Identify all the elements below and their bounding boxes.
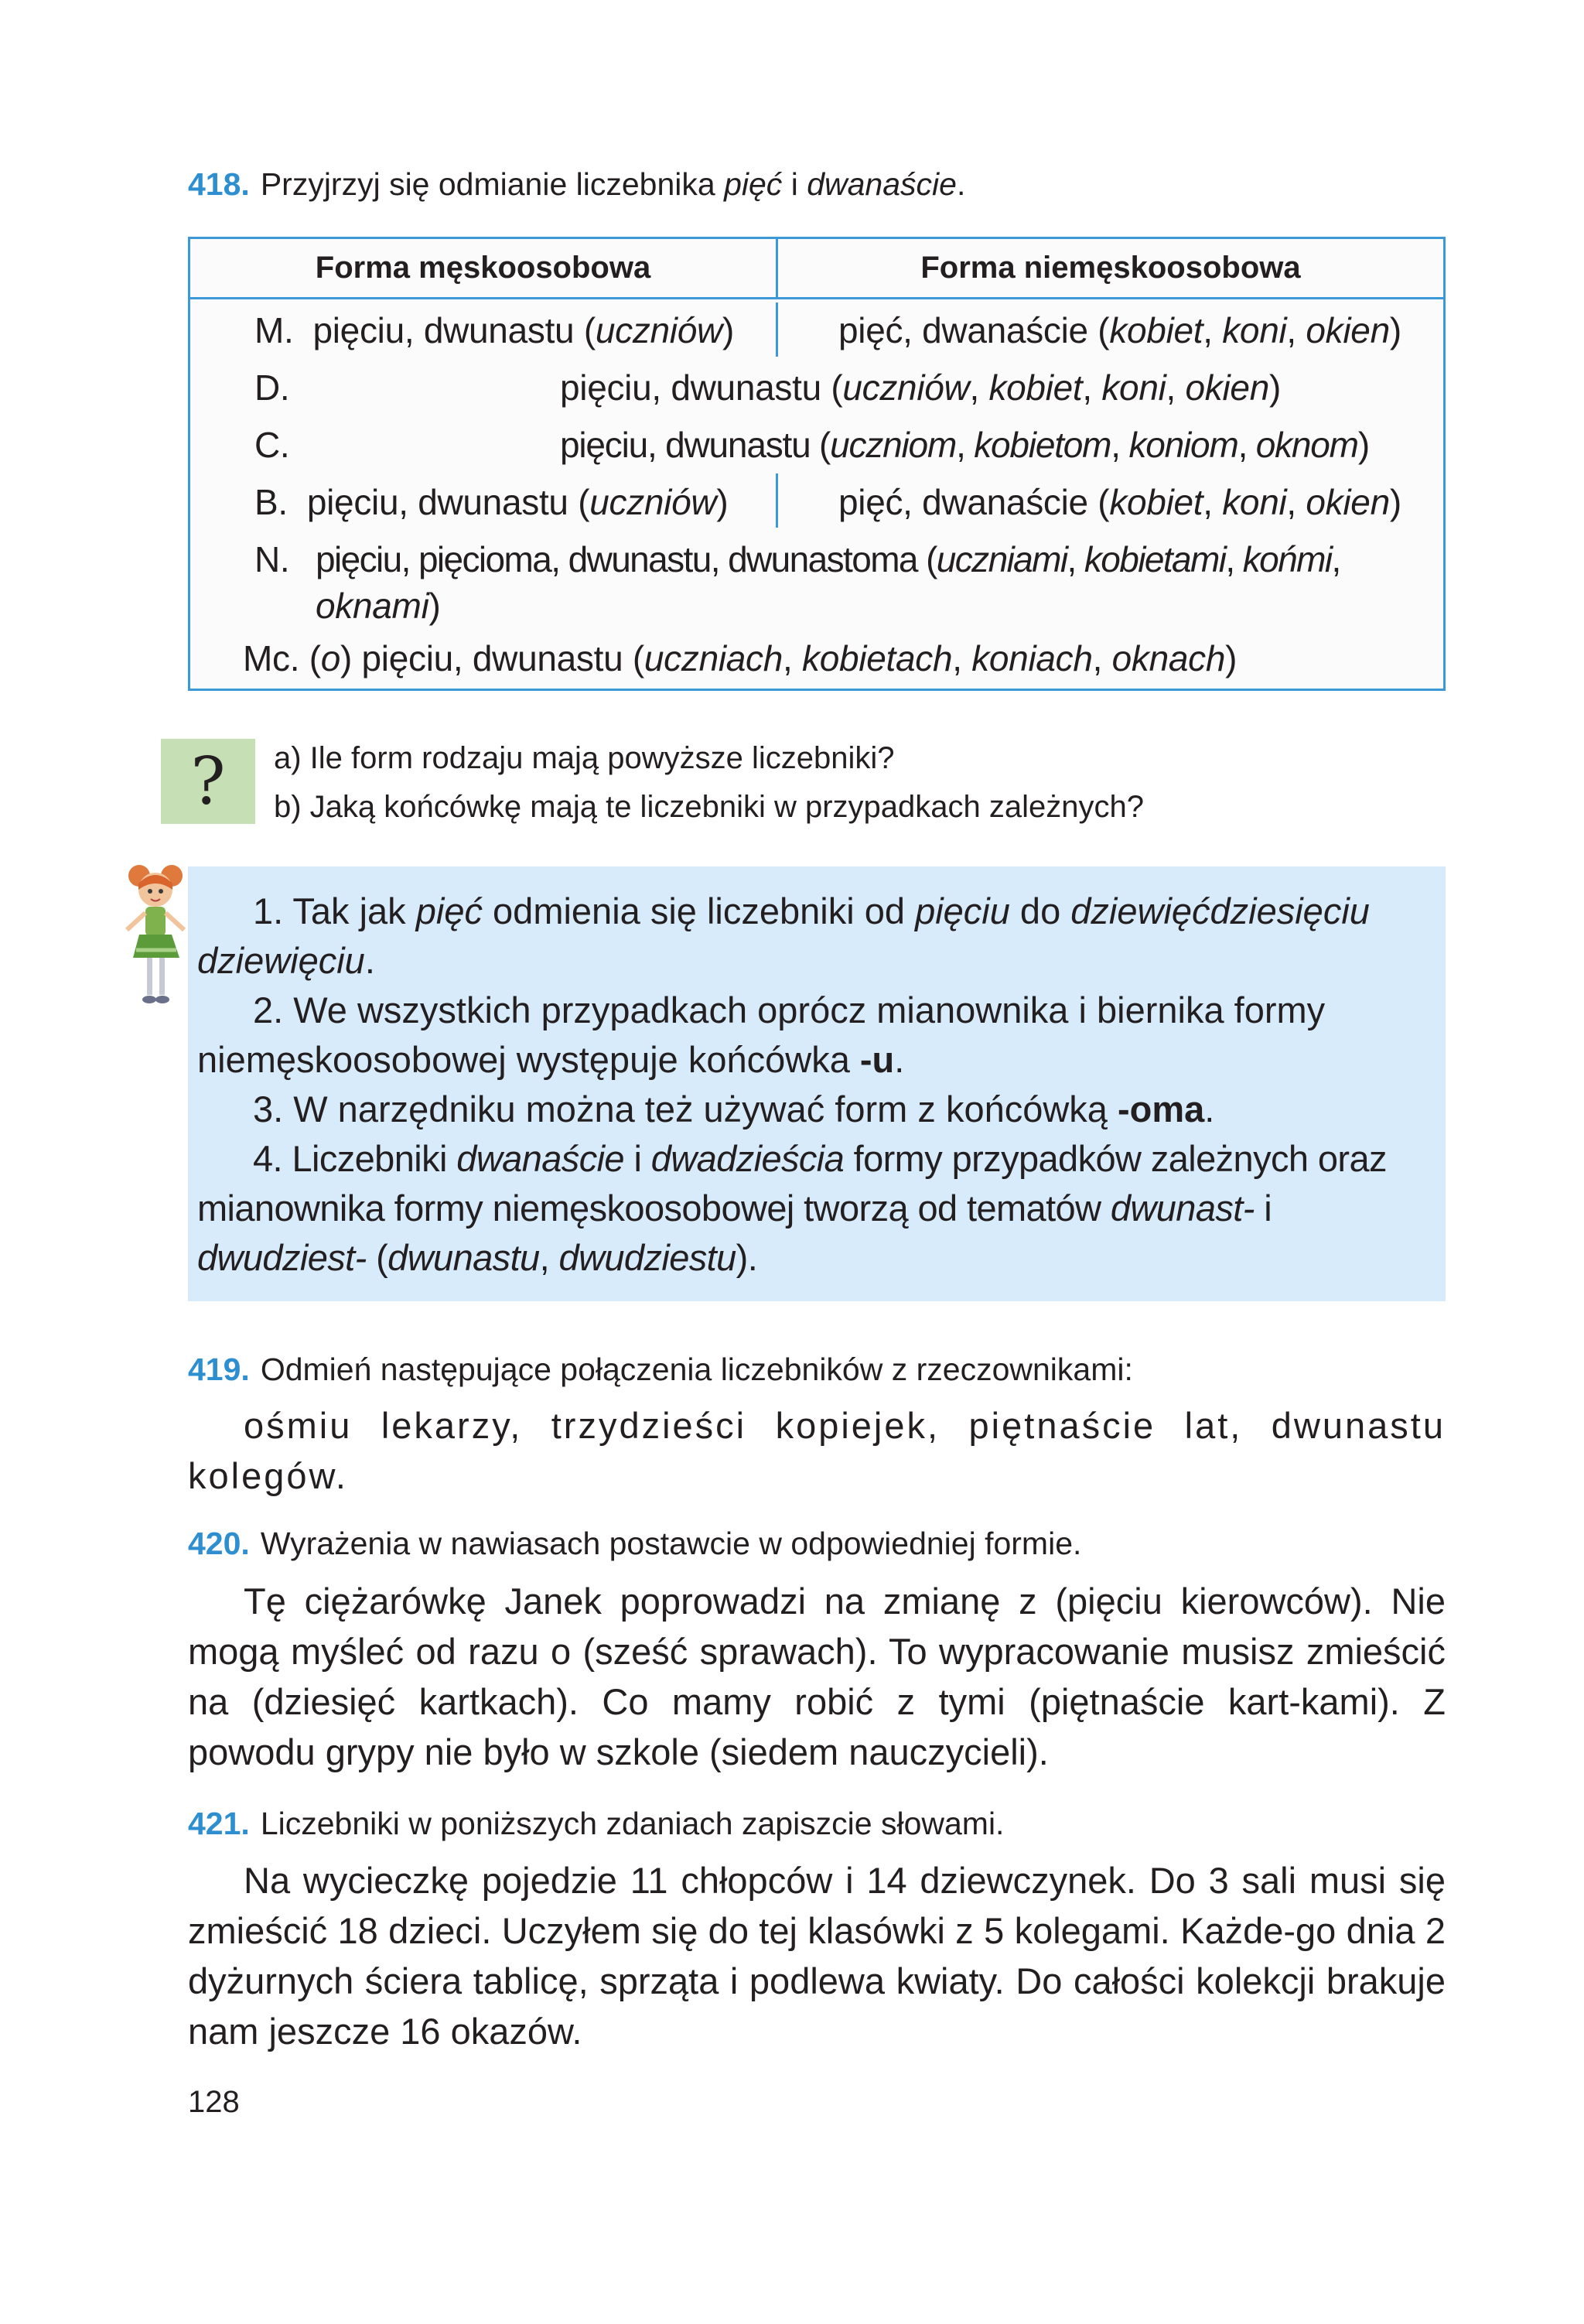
row-italic: kobiet bbox=[1109, 310, 1203, 350]
row-text: , bbox=[956, 425, 975, 465]
case-label: B. bbox=[254, 482, 288, 522]
exercise-419-text bbox=[188, 1400, 1446, 1501]
case-label: C. bbox=[254, 425, 290, 465]
row-text: , bbox=[1111, 425, 1129, 465]
row-italic: koni bbox=[1222, 310, 1287, 350]
question-a: a) Ile form rodzaju mają powyższe liczebniki? bbox=[274, 741, 895, 775]
row-italic: koni bbox=[1222, 482, 1287, 522]
row-italic: uczniami bbox=[936, 539, 1067, 579]
instruction-text: Przyjrzyj się odmianie liczebnika bbox=[260, 166, 725, 202]
row-text: , bbox=[952, 638, 972, 678]
case-label: N. bbox=[254, 539, 290, 579]
table-row-mianownik-left bbox=[254, 309, 734, 352]
rule-text: , bbox=[539, 1237, 559, 1278]
row-italic: uczniów bbox=[842, 367, 970, 408]
exercise-number: 420. bbox=[188, 1526, 250, 1561]
row-text: pięć, dwanaście ( bbox=[838, 482, 1110, 522]
rule-text: i bbox=[1254, 1188, 1272, 1229]
row-text: ) bbox=[1357, 425, 1369, 465]
row-italic: kobiet bbox=[988, 367, 1083, 408]
row-text: , bbox=[969, 367, 989, 408]
row-italic: kobiet bbox=[1109, 482, 1203, 522]
rule-1 bbox=[197, 887, 1435, 986]
rule-text: formy przypadków zależnych oraz mianownika formy niemęskoosobowej tworzą od tematów bbox=[197, 1138, 1387, 1229]
row-text: , bbox=[783, 638, 803, 678]
row-text: ) bbox=[1389, 310, 1401, 350]
table-row-narzednik-case bbox=[254, 538, 289, 581]
table-header-row bbox=[190, 239, 1443, 299]
table-row-dopelniacz-case bbox=[254, 366, 289, 409]
table-row-celownik bbox=[560, 423, 1369, 467]
rule-4 bbox=[197, 1134, 1435, 1283]
row-italic: okien bbox=[1306, 310, 1390, 350]
row-text: , bbox=[1092, 638, 1112, 678]
rule-2 bbox=[197, 986, 1435, 1085]
exercise-text: ośmiu lekarzy, trzydzieści kopiejek, piętnaście lat, dwunastu kolegów. bbox=[188, 1405, 1446, 1496]
rule-text: 1. Tak jak bbox=[253, 890, 416, 931]
header-non-masculine-personal: Forma niemęskoosobowa bbox=[920, 251, 1301, 285]
rule-text: . bbox=[1204, 1089, 1215, 1130]
row-text: pięciu, dwunastu ( bbox=[306, 482, 590, 522]
row-text: pięciu, dwunastu ( bbox=[560, 425, 831, 465]
exercise-text: Tę ciężarówkę Janek poprowadzi na zmianę z (pięciu kierowców). Nie mogą myśleć od razu o (sześć sprawach). To wypracowanie musisz zmieścić na (dziesięć kartkach). Co mamy robić z tymi (piętnaście kart-kami). Z powodu grypy nie było w szkole (siedem nauczycieli). bbox=[188, 1581, 1446, 1772]
row-italic: kobietom bbox=[974, 425, 1111, 465]
rule-text: . bbox=[364, 940, 375, 981]
rule-bold: -u bbox=[859, 1039, 895, 1080]
row-italic: uczniom bbox=[830, 425, 957, 465]
row-italic: kobietami bbox=[1084, 539, 1226, 579]
table-row-dopelniacz bbox=[560, 366, 1281, 409]
row-text: , bbox=[1166, 367, 1186, 408]
row-text: , bbox=[1067, 539, 1084, 579]
rule-text: 4. Liczebniki bbox=[253, 1138, 457, 1179]
page-number: 128 bbox=[188, 2085, 240, 2119]
header-divider bbox=[776, 239, 778, 299]
row-italic: koniom bbox=[1128, 425, 1238, 465]
exercise-421-text bbox=[188, 1855, 1446, 2056]
table-row-mianownik-right bbox=[838, 309, 1401, 352]
row-italic: oknach bbox=[1111, 638, 1226, 678]
row-italic: okien bbox=[1185, 367, 1269, 408]
row-italic: koni bbox=[1101, 367, 1166, 408]
row-text: ) bbox=[1225, 638, 1238, 678]
row-text: ) bbox=[1269, 367, 1282, 408]
case-label: D. bbox=[254, 367, 290, 408]
row-text: , bbox=[1238, 425, 1256, 465]
table-row-miejscownik bbox=[243, 637, 1237, 680]
row-text: , bbox=[1286, 310, 1306, 350]
row-text: ( bbox=[309, 638, 321, 678]
row-italic: uczniów bbox=[589, 482, 717, 522]
table-row-narzednik-line1 bbox=[316, 538, 1340, 581]
row-divider-m bbox=[776, 302, 778, 357]
row-text: pięciu, dwunastu ( bbox=[560, 367, 843, 408]
row-italic: oknami bbox=[316, 586, 429, 626]
row-italic: o bbox=[320, 638, 341, 678]
rule-text: do bbox=[1009, 890, 1071, 931]
rule-italic: dwudziest- bbox=[197, 1237, 367, 1278]
row-italic: kobietach bbox=[802, 638, 953, 678]
row-divider-b bbox=[776, 473, 778, 528]
rule-text: odmienia się liczebniki od bbox=[482, 890, 916, 931]
rule-italic: dziewięćdziesięciu dziewięciu bbox=[197, 890, 1370, 981]
italic-word: dwanaście bbox=[807, 166, 957, 202]
row-text: ) bbox=[716, 482, 729, 522]
rule-bold: -oma bbox=[1118, 1089, 1205, 1130]
row-text: , bbox=[1203, 310, 1223, 350]
table-row-biernik-left bbox=[254, 480, 728, 524]
row-text: ) bbox=[722, 310, 734, 350]
italic-word: pięć bbox=[724, 166, 783, 202]
row-text: , bbox=[1082, 367, 1102, 408]
rule-italic: dwunast- bbox=[1110, 1188, 1255, 1229]
rule-italic: pięciu bbox=[915, 890, 1010, 931]
rule-italic: dwadzieścia bbox=[650, 1138, 845, 1179]
row-italic: uczniów bbox=[595, 310, 722, 350]
rule-text: ). bbox=[736, 1237, 758, 1278]
rule-3 bbox=[197, 1085, 1435, 1134]
exercise-419-heading bbox=[188, 1350, 1133, 1389]
declension-table bbox=[188, 237, 1446, 691]
rule-text: ( bbox=[366, 1237, 388, 1278]
rule-italic: pięć bbox=[415, 890, 483, 931]
rule-text: 3. W narzędniku można też używać form z końcówką bbox=[253, 1089, 1118, 1130]
table-row-narzednik-line2 bbox=[316, 584, 441, 627]
table-row-celownik-case bbox=[254, 423, 289, 467]
rule-italic: dwanaście bbox=[456, 1138, 624, 1179]
exercise-418-heading bbox=[188, 165, 965, 203]
row-text: , bbox=[1225, 539, 1243, 579]
rule-italic: dwunastu bbox=[387, 1237, 540, 1278]
row-text: pięciu, dwunastu ( bbox=[312, 310, 596, 350]
girl-illustration bbox=[116, 859, 193, 1013]
row-italic: końmi bbox=[1242, 539, 1332, 579]
row-italic: koniach bbox=[971, 638, 1093, 678]
row-text: , bbox=[1203, 482, 1223, 522]
exercise-text: Na wycieczkę pojedzie 11 chłopców i 14 dziewczynek. Do 3 sali musi się zmieścić 18 dzieci. Uczyłem się do tej klasówki z 5 kolegami. Każde-go dnia 2 dyżurnych ściera tablicę, sprząta i podlewa kwiaty. Do całości kolekcji brakuje nam jeszcze 16 okazów. bbox=[188, 1860, 1446, 2052]
row-italic: uczniach bbox=[644, 638, 783, 678]
row-italic: oknom bbox=[1255, 425, 1358, 465]
row-text: , bbox=[1286, 482, 1306, 522]
instruction-text: Odmień następujące połączenia liczebników z rzeczownikami: bbox=[260, 1352, 1133, 1387]
instruction-text: i bbox=[782, 166, 807, 202]
exercise-420-heading bbox=[188, 1524, 1081, 1563]
row-text: , bbox=[1331, 539, 1340, 579]
rule-italic: dwudziestu bbox=[558, 1237, 736, 1278]
question-b: b) Jaką końcówkę mają te liczebniki w przypadkach zależnych? bbox=[274, 790, 1144, 824]
case-label: Mc. bbox=[243, 638, 300, 678]
rule-text: i bbox=[623, 1138, 651, 1179]
row-text: ) pięciu, dwunastu ( bbox=[340, 638, 644, 678]
instruction-text: . bbox=[956, 166, 966, 202]
instruction-text: Wyrażenia w nawiasach postawcie w odpowiedniej formie. bbox=[260, 1526, 1082, 1561]
row-text: pięciu, pięcioma, dwunastu, dwunastoma ( bbox=[316, 539, 937, 579]
row-text: ) bbox=[1389, 482, 1401, 522]
exercise-number: 418. bbox=[188, 166, 250, 202]
case-label: M. bbox=[254, 310, 294, 350]
rule-text: . bbox=[894, 1039, 905, 1080]
table-row-biernik-right bbox=[838, 480, 1401, 524]
question-mark-icon: ? bbox=[161, 739, 255, 824]
exercise-421-heading bbox=[188, 1804, 1004, 1843]
row-text: pięć, dwanaście ( bbox=[838, 310, 1110, 350]
rule-text: 2. We wszystkich przypadkach oprócz mianownika i biernika formy niemęskoosobowej występuje końcówka bbox=[197, 989, 1326, 1080]
header-masculine-personal: Forma męskoosobowa bbox=[315, 251, 651, 285]
row-italic: okien bbox=[1306, 482, 1390, 522]
exercise-420-text bbox=[188, 1576, 1446, 1777]
row-text: ) bbox=[428, 586, 441, 626]
exercise-number: 419. bbox=[188, 1352, 250, 1387]
instruction-text: Liczebniki w poniższych zdaniach zapiszcie słowami. bbox=[260, 1806, 1005, 1841]
exercise-number: 421. bbox=[188, 1806, 250, 1841]
